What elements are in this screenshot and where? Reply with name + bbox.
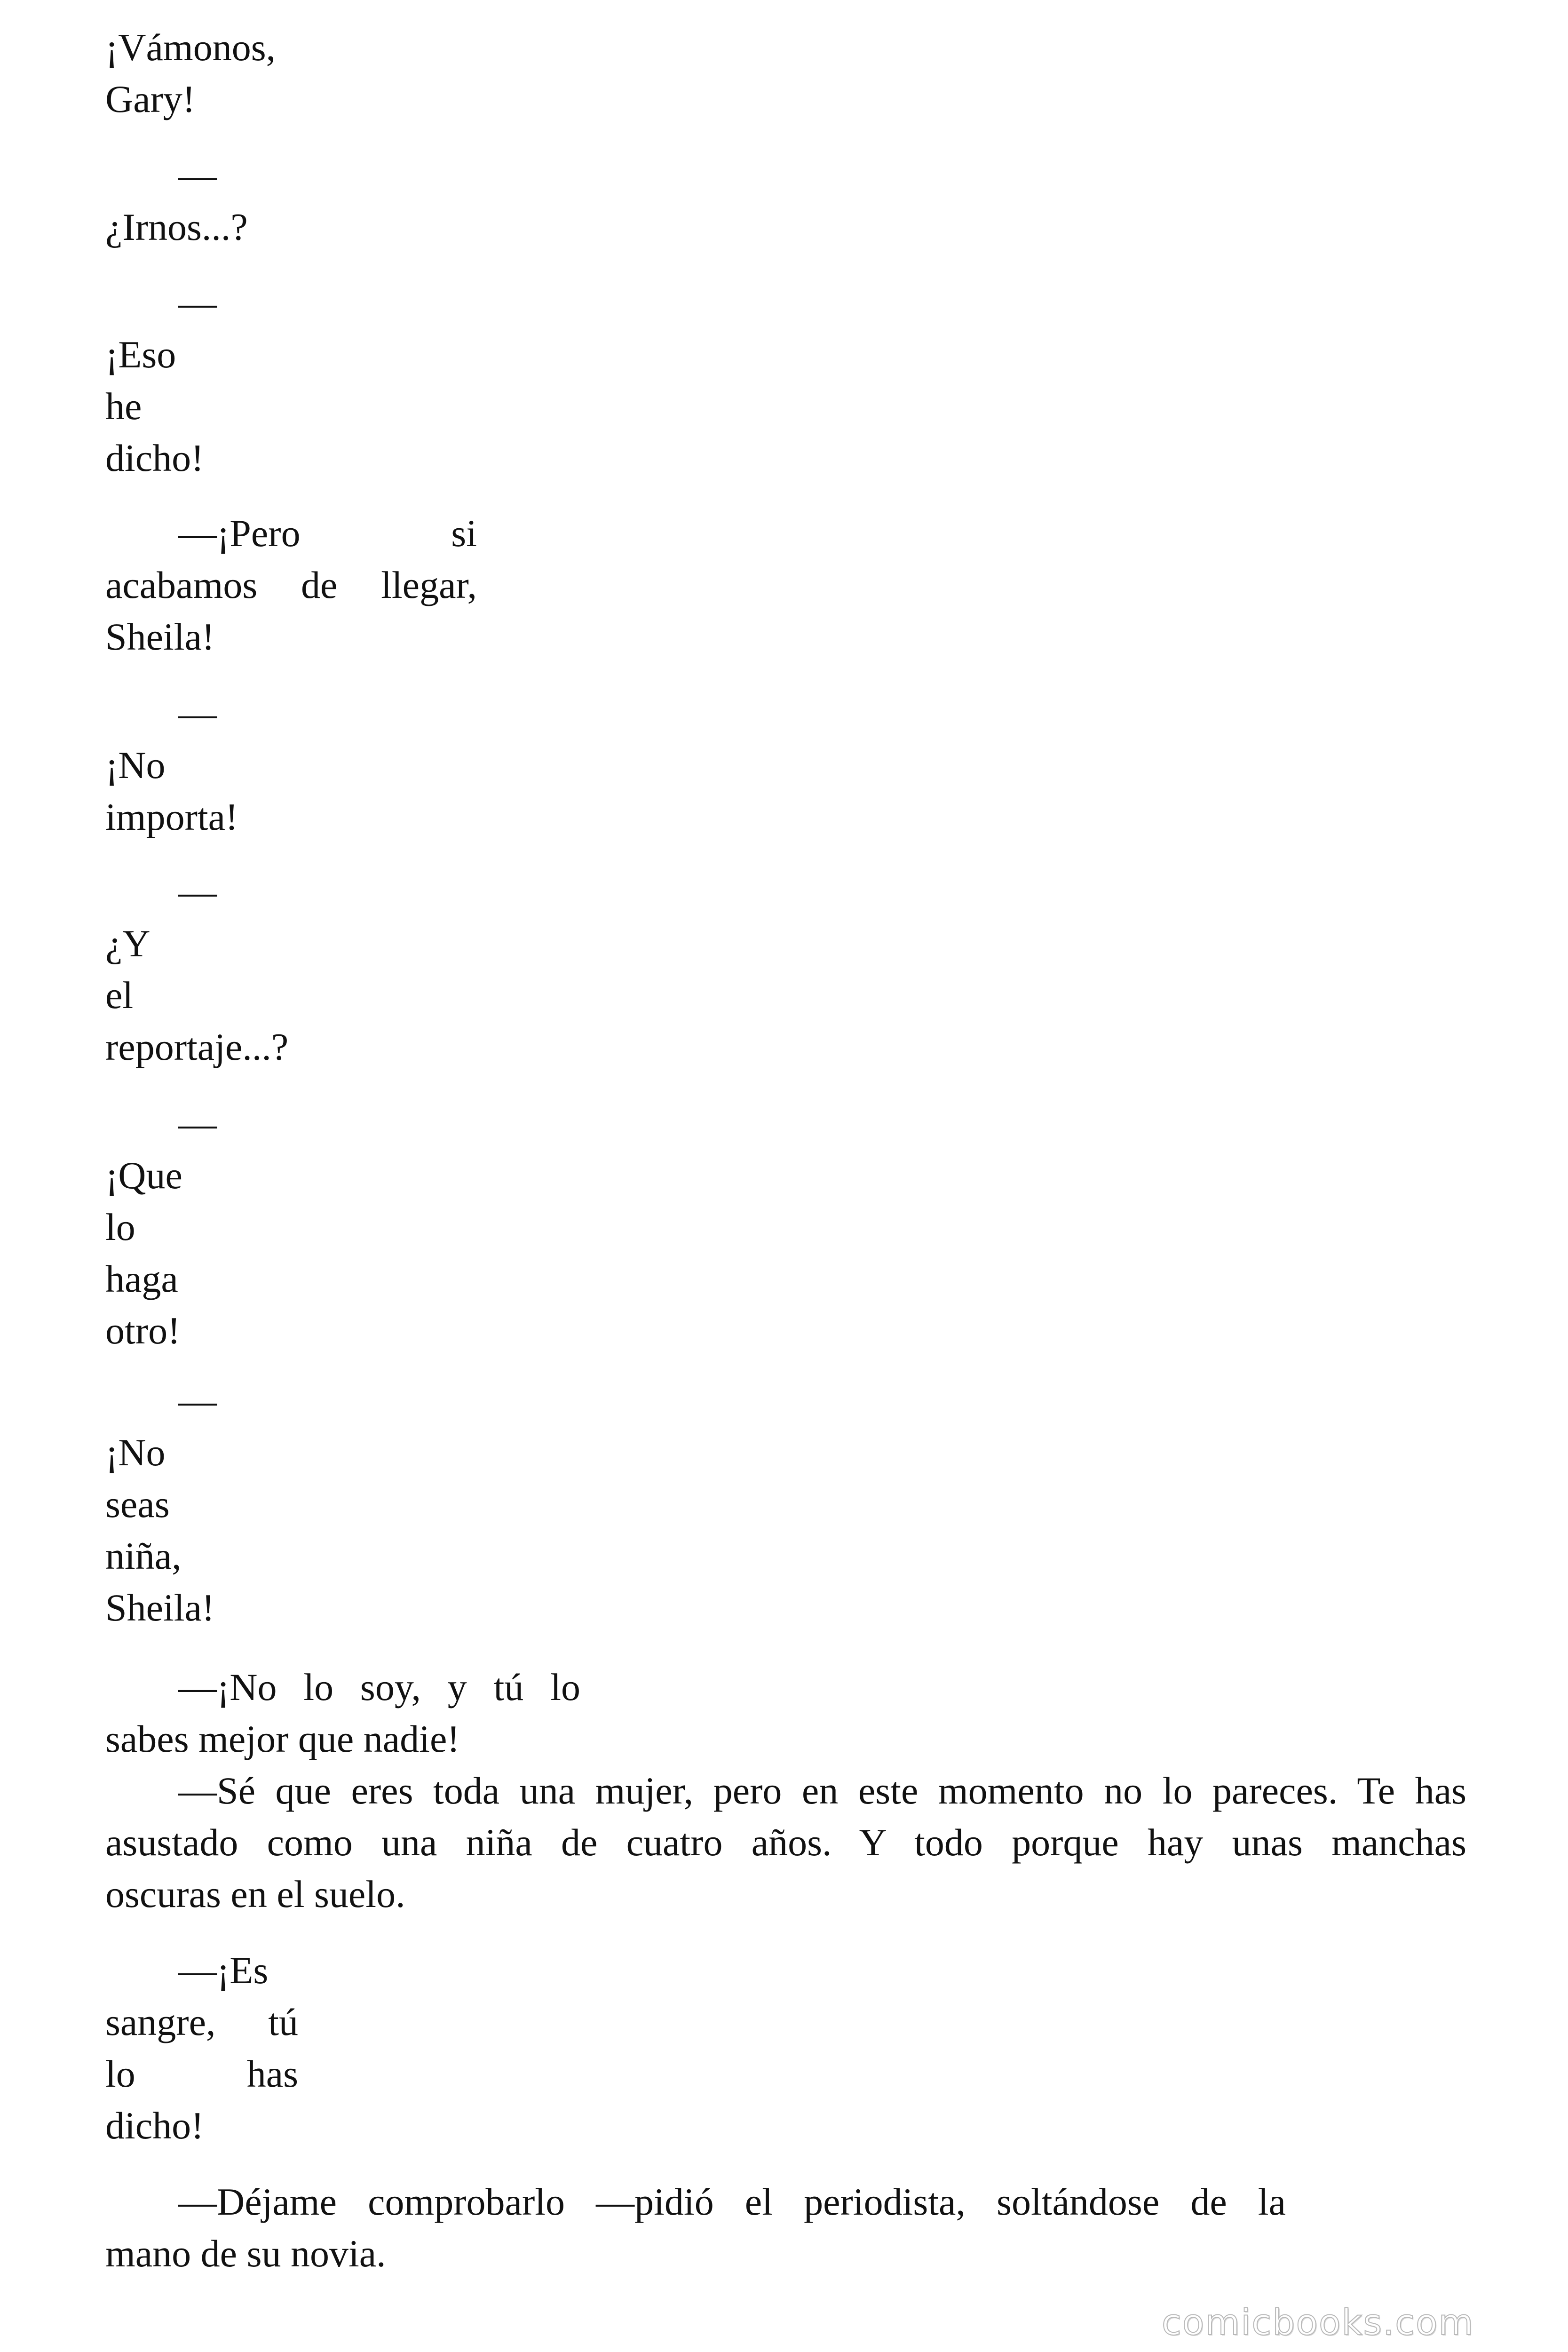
- text-line: importa!: [105, 795, 238, 838]
- text-line: asustado como una niña de cuatro años. Y todo porque hay unas manchas: [105, 1821, 1466, 1864]
- text-line: ¡No: [105, 1431, 166, 1474]
- text-line: —Sé que eres toda una mujer, pero en este momento no lo pareces. Te has: [178, 1769, 1466, 1812]
- text-line: dicho!: [105, 2104, 204, 2147]
- text-line: he: [105, 385, 142, 428]
- text-line: —¡No lo soy, y tú lo: [178, 1666, 580, 1708]
- text-line: —: [178, 870, 217, 913]
- paragraph: [105, 1375, 388, 1634]
- text-line: ¡Que: [105, 1154, 182, 1197]
- paragraph: [105, 688, 388, 843]
- text-line: mano de su novia.: [105, 2232, 386, 2275]
- text-line: lo: [105, 1206, 135, 1248]
- text-line: —: [178, 1102, 217, 1145]
- text-line: reportaje...?: [105, 1025, 289, 1068]
- text-line: Sheila!: [105, 615, 215, 658]
- text-line: haga: [105, 1257, 178, 1300]
- text-line: dicho!: [105, 437, 204, 479]
- text-line: otro!: [105, 1309, 181, 1352]
- text-line: Gary!: [105, 78, 196, 120]
- paragraph: [105, 1945, 298, 2152]
- text-line: el: [105, 974, 134, 1017]
- text-line: —: [178, 154, 217, 197]
- text-line: —: [178, 1379, 217, 1422]
- text-line: ¡Vámonos,: [105, 26, 276, 69]
- text-line: Sheila!: [105, 1586, 215, 1629]
- text-line: oscuras en el suelo.: [105, 1873, 405, 1915]
- text-line: niña,: [105, 1534, 182, 1577]
- text-line: seas: [105, 1483, 170, 1526]
- paragraph: [105, 150, 388, 253]
- text-line: acabamos de llegar,: [105, 564, 477, 606]
- text-line: —¡Es: [178, 1949, 269, 1992]
- paragraph: [105, 277, 388, 484]
- text-line: —Déjame comprobarlo —pidió el periodista, soltándose de la: [178, 2180, 1286, 2223]
- text-line: ¡Eso: [105, 333, 176, 376]
- text-line: lo has: [105, 2052, 298, 2095]
- text-line: —¡Pero si: [178, 512, 477, 555]
- text-line: ¿Y: [105, 922, 150, 965]
- paragraph: [105, 508, 477, 663]
- watermark-logo: comicbooks.com: [1162, 2301, 1474, 2343]
- text-line: ¿Irnos...?: [105, 206, 248, 248]
- paragraph: [105, 866, 435, 1073]
- text-line: ¡No: [105, 744, 166, 787]
- paragraph: [105, 1765, 1466, 1920]
- text-line: sangre, tú: [105, 2001, 298, 2043]
- text-line: —: [178, 692, 217, 735]
- paragraph: [105, 22, 388, 125]
- paragraph: [105, 1098, 388, 1357]
- text-line: —: [178, 281, 217, 324]
- paragraph: [105, 1661, 580, 1765]
- paragraph: [105, 2176, 1286, 2280]
- text-line: sabes mejor que nadie!: [105, 1717, 460, 1760]
